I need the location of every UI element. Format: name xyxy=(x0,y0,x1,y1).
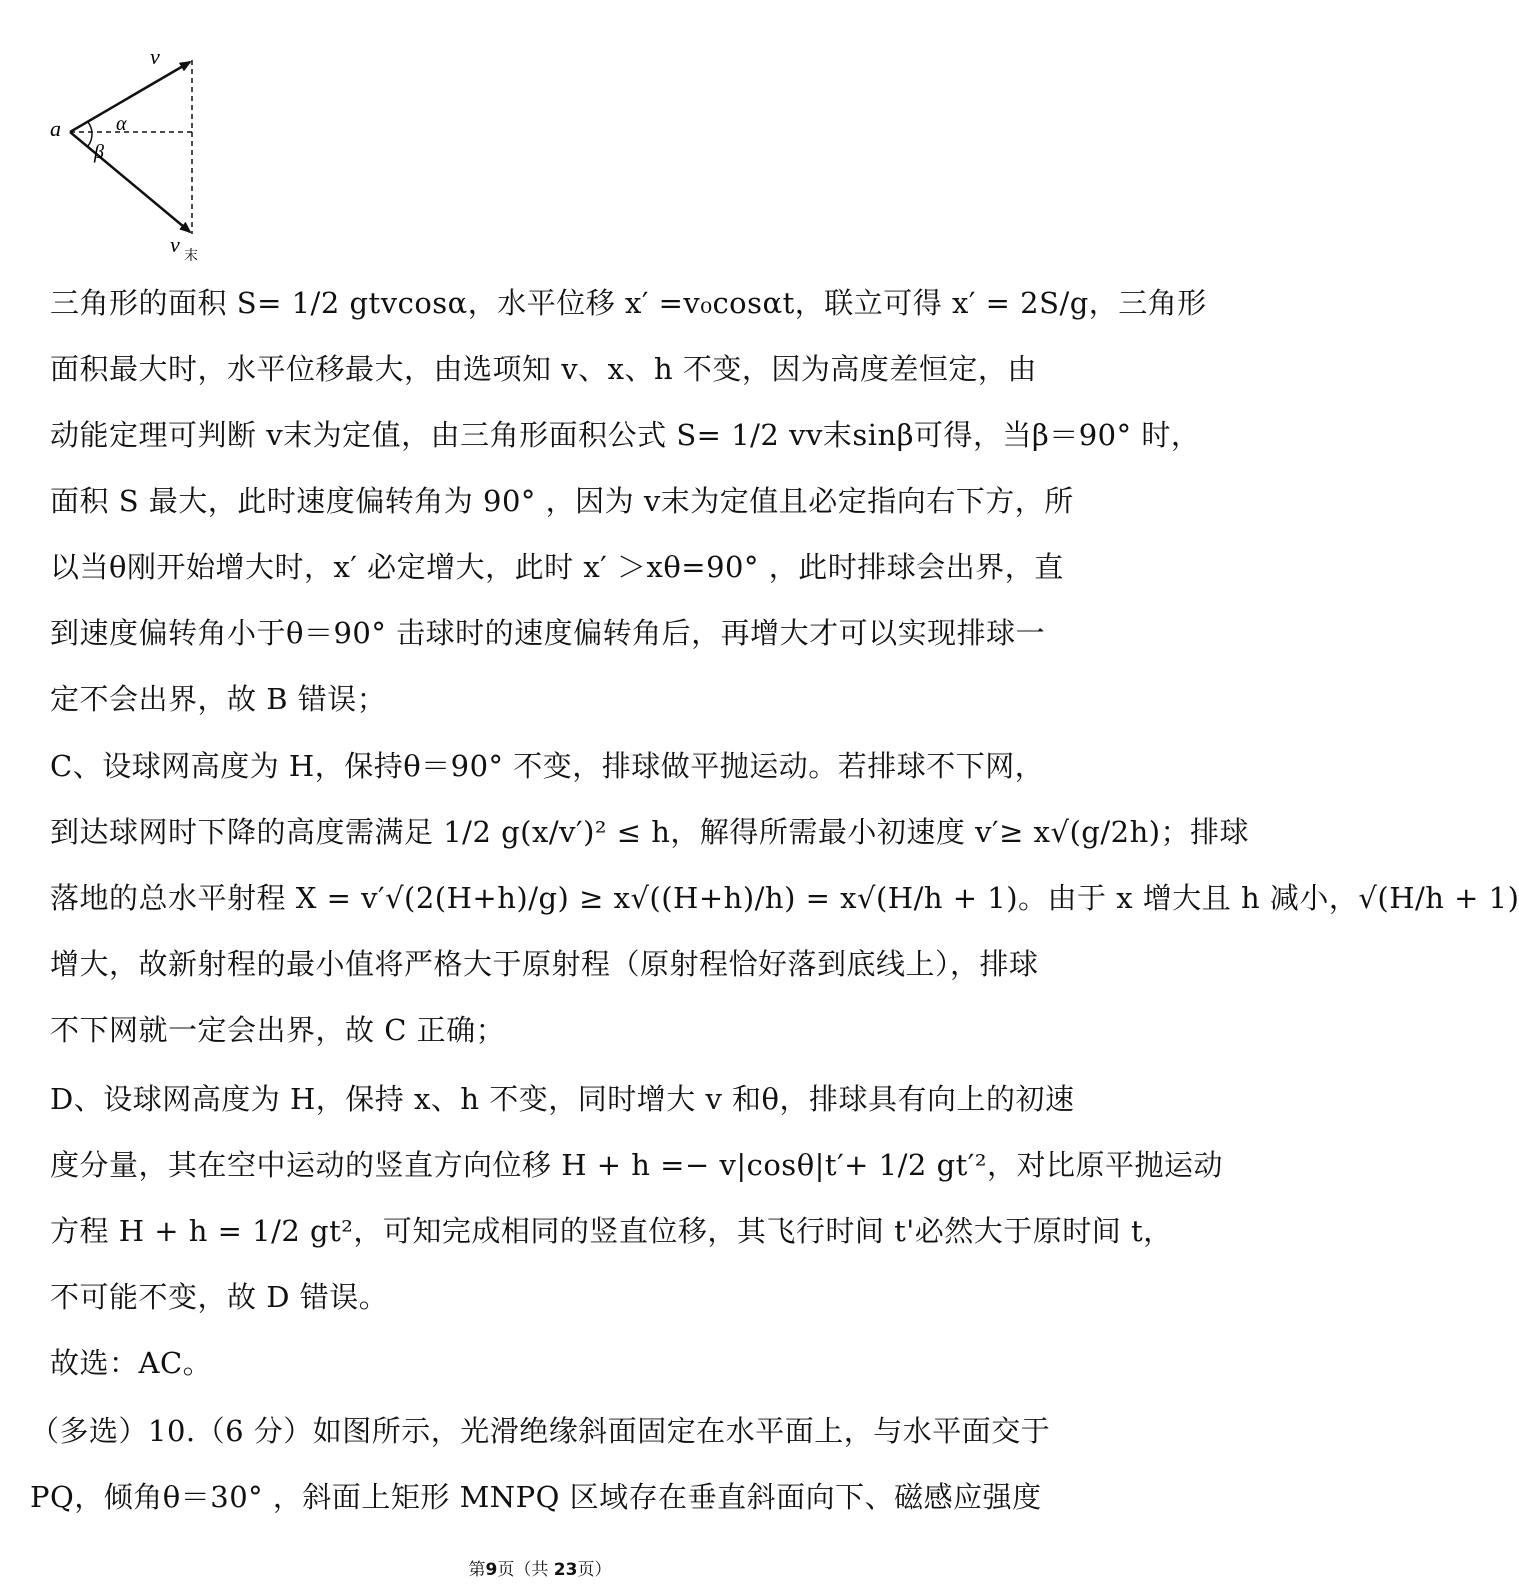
velocity-triangle-diagram xyxy=(40,40,240,265)
footer-prefix: 第 xyxy=(468,1560,486,1580)
text-line: 到速度偏转角小于θ＝90° 击球时的速度偏转角后，再增大才可以实现排球一 xyxy=(50,616,1046,650)
text-line: （多选）10.（6 分）如图所示，光滑绝缘斜面固定在水平面上，与水平面交于 xyxy=(30,1414,1051,1448)
footer-page-number: 9 xyxy=(485,1560,498,1580)
text-line: 面积最大时，水平位移最大，由选项知 v、x、h 不变，因为高度差恒定，由 xyxy=(50,352,1037,386)
label-a: a xyxy=(50,116,61,141)
angle-arc xyxy=(88,122,92,146)
label-v-end: v xyxy=(170,232,180,257)
text-line: 三角形的面积 S= 1/2 gtvcosα，水平位移 x′ =v₀cosαt，联立可得 x′ = 2S/g，三角形 xyxy=(50,286,1207,320)
text-line: 方程 H + h = 1/2 gt²，可知完成相同的竖直位移，其飞行时间 t'必然大于原时间 t， xyxy=(50,1214,1173,1248)
page-footer xyxy=(0,1555,1080,1580)
text-line: 故选：AC。 xyxy=(50,1346,213,1380)
text-line: 增大，故新射程的最小值将严格大于原射程（原射程恰好落到底线上），排球 xyxy=(50,947,1039,981)
text-line: 以当θ刚开始增大时，x′ 必定增大，此时 x′ ＞xθ=90° ，此时排球会出界，直 xyxy=(50,550,1064,584)
text-line: 不下网就一定会出界，故 C 正确； xyxy=(50,1013,506,1047)
text-line: PQ，倾角θ＝30° ，斜面上矩形 MNPQ 区域存在垂直斜面向下、磁感应强度 xyxy=(30,1480,1042,1514)
text-line: 不可能不变，故 D 错误。 xyxy=(50,1280,389,1314)
footer-middle: 页（共 xyxy=(497,1560,554,1580)
text-line: 定不会出界，故 B 错误； xyxy=(50,682,387,716)
label-beta: β xyxy=(94,141,104,163)
velocity-arrow-v xyxy=(70,62,190,132)
text-line: 到达球网时下降的高度需满足 1/2 g(x/v′)² ≤ h，解得所需最小初速度 v′≥ x√(g/2h)；排球 xyxy=(50,815,1250,849)
explanation-option-c xyxy=(50,733,1519,1063)
footer-suffix: 页） xyxy=(577,1560,612,1580)
velocity-arrow-v-end xyxy=(70,132,190,232)
answer-line xyxy=(50,1330,1050,1396)
question-10 xyxy=(30,1398,1051,1530)
text-line: 落地的总水平射程 X = v′√(2(H+h)/g) ≥ x√((H+h)/h) = x√(H/h + 1)。由于 x 增大且 h 减小，√(H/h + 1) xyxy=(50,881,1519,915)
footer-total-pages: 23 xyxy=(553,1560,578,1580)
text-line: 度分量，其在空中运动的竖直方向位移 H + h =− v|cosθ|t′+ 1/2 gt′²，对比原平抛运动 xyxy=(50,1148,1223,1182)
text-line: 动能定理可判断 v末为定值，由三角形面积公式 S= 1/2 vv末sinβ可得，当β＝90° 时， xyxy=(50,418,1201,452)
explanation-option-b xyxy=(50,270,1207,732)
label-alpha: α xyxy=(116,113,127,135)
label-v: v xyxy=(150,44,160,69)
text-line: C、设球网高度为 H，保持θ＝90° 不变，排球做平抛运动。若排球不下网， xyxy=(50,749,1045,783)
text-line: 面积 S 最大，此时速度偏转角为 90° ，因为 v末为定值且必定指向右下方，所 xyxy=(50,484,1074,518)
text-line: D、设球网高度为 H，保持 x、h 不变，同时增大 v 和θ，排球具有向上的初速 xyxy=(50,1082,1075,1116)
explanation-option-d xyxy=(50,1066,1223,1330)
label-v-end-subscript: 末 xyxy=(184,248,198,264)
